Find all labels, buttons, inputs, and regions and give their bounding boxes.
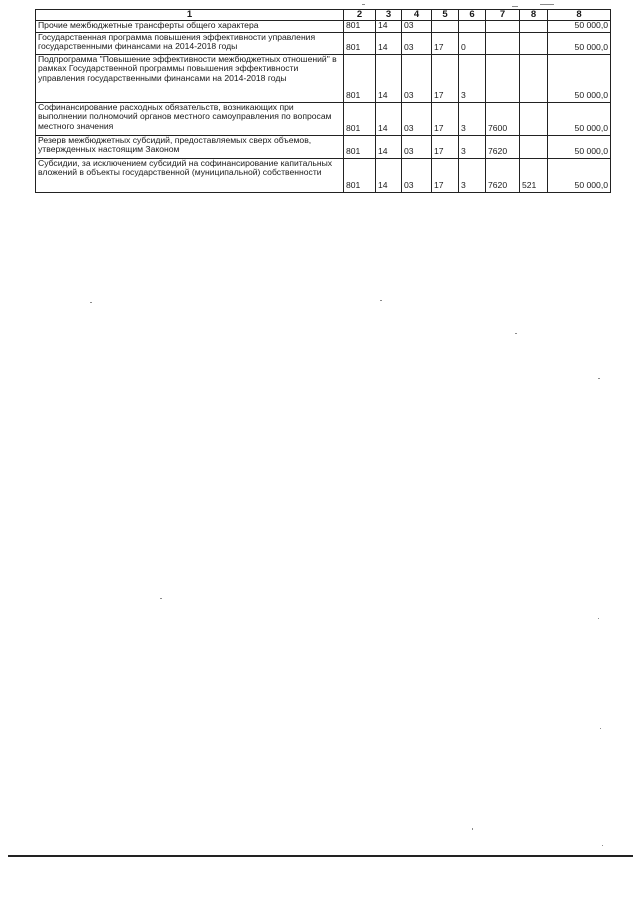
row-code-5: 17 xyxy=(432,158,459,192)
row-code-3: 14 xyxy=(376,102,402,135)
row-code-8: 521 xyxy=(520,158,548,192)
row-code-7: 7620 xyxy=(486,135,520,158)
row-code-2: 801 xyxy=(344,135,376,158)
bottom-divider xyxy=(8,855,633,857)
row-code-2: 801 xyxy=(344,21,376,33)
row-name: Подпрограмма "Повышение эффективности межбюджетных отношений" в рамках Государственной программы повышения эффективности управления государственными финансами на 2014-2018 годы xyxy=(36,54,344,102)
header-col-7: 7 xyxy=(486,10,520,21)
table-row xyxy=(36,21,611,33)
row-code-2: 801 xyxy=(344,158,376,192)
row-code-2: 801 xyxy=(344,54,376,102)
row-code-6: 3 xyxy=(459,135,486,158)
row-name: Резерв межбюджетных субсидий, предоставляемых сверх объемов, утвержденных настоящим Законом xyxy=(36,135,344,158)
row-code-5: 17 xyxy=(432,102,459,135)
header-col-amount: 8 xyxy=(548,10,611,21)
table-row xyxy=(36,32,611,54)
row-code-8 xyxy=(520,54,548,102)
row-code-2: 801 xyxy=(344,32,376,54)
row-code-4: 03 xyxy=(402,54,432,102)
header-col-8: 8 xyxy=(520,10,548,21)
row-code-6: 3 xyxy=(459,54,486,102)
row-code-4: 03 xyxy=(402,102,432,135)
row-code-6: 3 xyxy=(459,102,486,135)
row-code-8 xyxy=(520,21,548,33)
row-code-5: 17 xyxy=(432,135,459,158)
row-code-6: 3 xyxy=(459,158,486,192)
header-col-1: 1 xyxy=(36,10,344,21)
row-code-3: 14 xyxy=(376,32,402,54)
table-row xyxy=(36,135,611,158)
row-code-5: 17 xyxy=(432,32,459,54)
header-col-4: 4 xyxy=(402,10,432,21)
row-code-3: 14 xyxy=(376,21,402,33)
row-code-6: 0 xyxy=(459,32,486,54)
row-code-4: 03 xyxy=(402,135,432,158)
table-row xyxy=(36,102,611,135)
row-code-3: 14 xyxy=(376,54,402,102)
row-amount: 50 000,0 xyxy=(548,54,611,102)
row-amount: 50 000,0 xyxy=(548,32,611,54)
row-code-7 xyxy=(486,32,520,54)
row-code-8 xyxy=(520,32,548,54)
row-code-3: 14 xyxy=(376,158,402,192)
row-amount: 50 000,0 xyxy=(548,21,611,33)
row-name: Прочие межбюджетные трансферты общего характера xyxy=(36,21,344,33)
row-code-5 xyxy=(432,21,459,33)
row-name: Софинансирование расходных обязательств, возникающих при выполнении полномочий органов местного самоуправления по вопросам местного значения xyxy=(36,102,344,135)
row-code-6 xyxy=(459,21,486,33)
header-col-5: 5 xyxy=(432,10,459,21)
header-col-6: 6 xyxy=(459,10,486,21)
row-name: Государственная программа повышения эффективности управления государственными финансами на 2014-2018 годы xyxy=(36,32,344,54)
table-row xyxy=(36,158,611,192)
row-amount: 50 000,0 xyxy=(548,102,611,135)
row-code-8 xyxy=(520,135,548,158)
row-code-8 xyxy=(520,102,548,135)
row-code-4: 03 xyxy=(402,21,432,33)
table-header-row xyxy=(36,10,611,21)
row-code-7: 7600 xyxy=(486,102,520,135)
row-name: Субсидии, за исключением субсидий на софинансирование капитальных вложений в объекты государственной (муниципальной) собственности xyxy=(36,158,344,192)
header-col-3: 3 xyxy=(376,10,402,21)
row-code-3: 14 xyxy=(376,135,402,158)
table-row xyxy=(36,54,611,102)
row-amount: 50 000,0 xyxy=(548,135,611,158)
row-code-7 xyxy=(486,54,520,102)
budget-table xyxy=(35,9,611,193)
row-code-4: 03 xyxy=(402,158,432,192)
row-code-7 xyxy=(486,21,520,33)
row-amount: 50 000,0 xyxy=(548,158,611,192)
row-code-4: 03 xyxy=(402,32,432,54)
header-col-2: 2 xyxy=(344,10,376,21)
row-code-7: 7620 xyxy=(486,158,520,192)
row-code-2: 801 xyxy=(344,102,376,135)
row-code-5: 17 xyxy=(432,54,459,102)
